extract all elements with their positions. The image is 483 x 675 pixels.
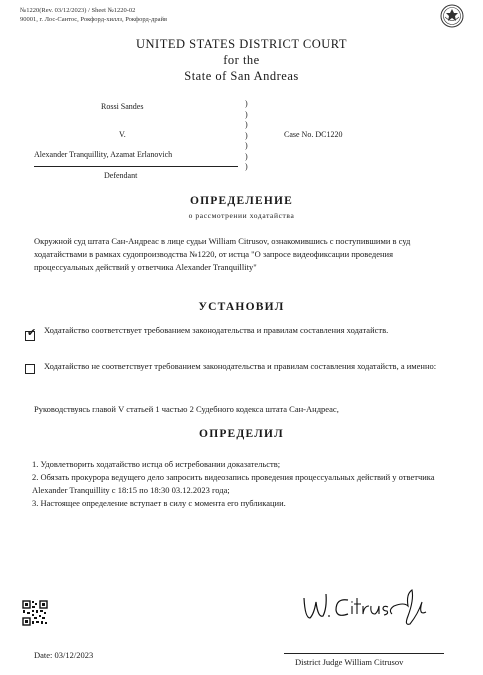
legal-basis: Руководствуясь главой V статьей 1 частью 2 Судебного кодекса штата Сан-Андреас, [34, 404, 339, 414]
qr-code-icon [22, 600, 48, 626]
established-heading: УСТАНОВИЛ [198, 301, 285, 313]
court-name-line2: for the [223, 53, 260, 67]
signer-title: District Judge William Citrusov [295, 657, 404, 667]
option-noncompliant-text: Ходатайство не соответствует требованием законодательства и правилам составления ходатайств, а именно: [44, 361, 437, 371]
court-seal-icon [440, 4, 464, 28]
court-name-line1: UNITED STATES DISTRICT COURT [136, 37, 347, 51]
option-noncompliant-checkbox[interactable] [25, 364, 35, 374]
option-compliant-text: Ходатайство соответствует требованием законодательства и правилам составления ходатайств. [44, 325, 389, 335]
form-number: №1220(Rev. 03/12/2023) / Sheet №1220-02 [20, 7, 136, 14]
decision-item-2: 2. Обязать прокурора ведущего дело запросить видеозапись проведения процессуальных действий у ответчика Alexander Tranquillity с 18:15 по 18:30 03.12.2023 года; [32, 472, 435, 495]
document-subtitle: о рассмотрении ходатайства [188, 211, 295, 220]
defendant-label: Defendant [104, 171, 138, 180]
option-compliant-checkbox[interactable] [25, 326, 37, 341]
decision-item-3: 3. Настоящее определение вступает в силу с момента его публикации. [32, 498, 286, 508]
plaintiff-name: Rossi Sandes [101, 102, 144, 111]
caption-divider [34, 166, 238, 167]
decided-heading: ОПРЕДЕЛИЛ [199, 428, 284, 440]
court-address: 90001, г. Лос-Сантос, Рокфорд-хиллз, Рокфорд-драйв [20, 16, 168, 23]
judge-signature [296, 584, 446, 628]
case-number: Case No. DC1220 [284, 130, 343, 139]
caption-parentheses: ) ) ) ) ) ) ) [245, 99, 248, 171]
versus-label: V. [119, 130, 126, 139]
intro-paragraph: Окружной суд штата Сан-Андреас в лице судьи William Citrusov, ознакомившись с поступившими в суд ходатайствами в рамках судопроизводства №1220, от истца "О запросе видеофиксации проведения процессуальных действий у ответчика Alexander Tranquillity" [34, 236, 411, 272]
defendant-names: Alexander Tranquillity, Azamat Erlanovich [34, 150, 173, 159]
checkmark-icon: ✔ [27, 326, 37, 339]
signature-date: Date: 03/12/2023 [34, 650, 94, 660]
document-title: ОПРЕДЕЛЕНИЕ [189, 195, 294, 207]
court-name-line3: State of San Andreas [184, 69, 299, 83]
decision-item-1: 1. Удовлетворить ходатайство истца об истребовании доказательств; [32, 459, 281, 469]
signature-line [284, 653, 444, 654]
